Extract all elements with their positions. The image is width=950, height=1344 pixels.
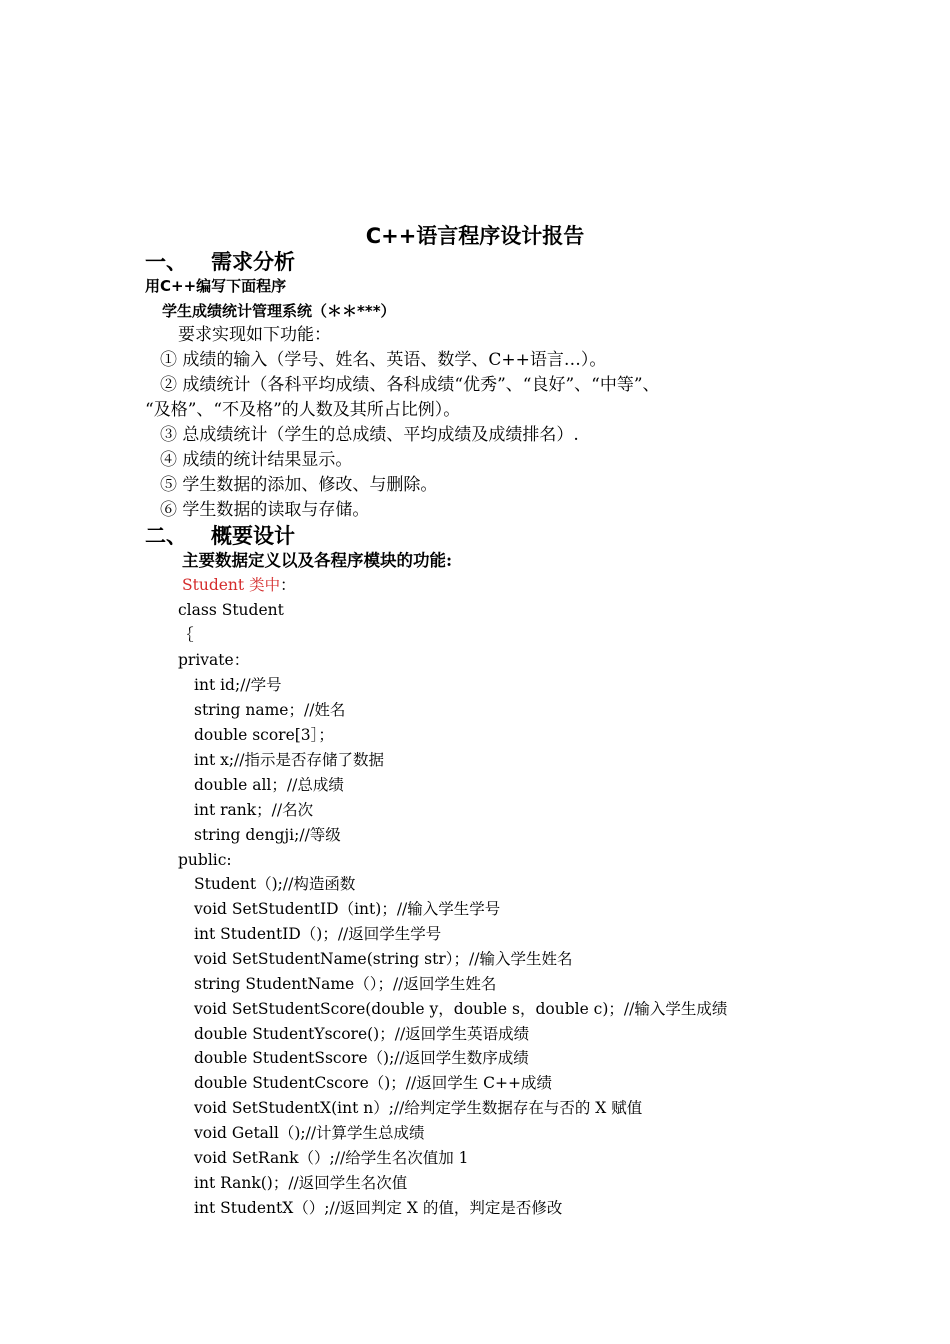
- requirement-item-continued: “及格”、“不及格”的人数及其所占比例）。: [145, 400, 461, 420]
- code-line: public:: [178, 851, 232, 869]
- code-line: void Getall（);//计算学生总成绩: [194, 1124, 425, 1142]
- code-line: string StudentName（）；//返回学生姓名: [194, 975, 497, 993]
- requirement-item: ③ 总成绩统计（学生的总成绩、平均成绩及成绩排名）.: [160, 425, 579, 445]
- class-label-suffix: ：: [280, 576, 296, 594]
- code-line: void SetStudentScore(double y，double s，double c)；//输入学生成绩: [194, 1000, 728, 1018]
- section-title: 需求分析: [211, 250, 295, 274]
- code-line: private：: [178, 651, 250, 669]
- code-line: void SetStudentX(int n）;//给判定学生数据存在与否的 X 赋值: [194, 1099, 643, 1117]
- section-number: 一、: [145, 250, 187, 274]
- code-line: double all；//总成绩: [194, 776, 344, 794]
- requirement-item: ② 成绩统计（各科平均成绩、各科成绩“优秀”、“良好”、“中等”、: [160, 375, 660, 395]
- class-label: Student 类中: [182, 576, 281, 594]
- code-line: double score[3］；: [194, 726, 334, 744]
- code-line: int id;//学号: [194, 676, 282, 694]
- section-heading-requirements: [145, 248, 295, 276]
- code-line: double StudentSscore（);//返回学生数序成绩: [194, 1049, 529, 1067]
- code-line: Student（);//构造函数: [194, 875, 356, 893]
- document-title: C++语言程序设计报告: [365, 224, 585, 248]
- code-line: void SetRank（）;//给学生名次值加 1: [194, 1149, 469, 1167]
- code-line: string name；//姓名: [194, 701, 346, 719]
- code-line: int StudentX（）;//返回判定 X 的值，判定是否修改: [194, 1199, 563, 1217]
- code-line: void SetStudentName(string str）；//输入学生姓名: [194, 950, 573, 968]
- class-label-line: [182, 573, 296, 598]
- requirement-item: ⑥ 学生数据的读取与存储。: [160, 500, 370, 520]
- code-line: double StudentYscore()；//返回学生英语成绩: [194, 1025, 530, 1043]
- code-line: int StudentID（)；//返回学生学号: [194, 925, 442, 943]
- section-number: 二、: [145, 524, 187, 548]
- intro-line: 用C++编写下面程序: [145, 277, 287, 295]
- code-line: class Student: [178, 601, 284, 619]
- section-title: 概要设计: [211, 524, 295, 548]
- code-line: int x;//指示是否存储了数据: [194, 751, 385, 769]
- code-line: double StudentCscore（)；//返回学生 C++成绩: [194, 1074, 553, 1092]
- requirement-item: ④ 成绩的统计结果显示。: [160, 450, 353, 470]
- requirements-intro: 要求实现如下功能：: [178, 325, 331, 345]
- code-line: int rank；//名次: [194, 801, 314, 819]
- system-name: 学生成绩统计管理系统（＊＊***）: [162, 302, 396, 320]
- code-line: void SetStudentID（int)；//输入学生学号: [194, 900, 501, 918]
- code-line: string dengji;//等级: [194, 826, 341, 844]
- requirement-item: ① 成绩的输入（学号、姓名、英语、数学、C++语言…）。: [160, 350, 607, 370]
- section-heading-design: [145, 522, 295, 550]
- requirement-item: ⑤ 学生数据的添加、修改、与删除。: [160, 475, 438, 495]
- design-subheading: 主要数据定义以及各程序模块的功能:: [182, 551, 453, 570]
- code-line: int Rank()；//返回学生名次值: [194, 1174, 408, 1192]
- code-line: ｛: [178, 626, 194, 644]
